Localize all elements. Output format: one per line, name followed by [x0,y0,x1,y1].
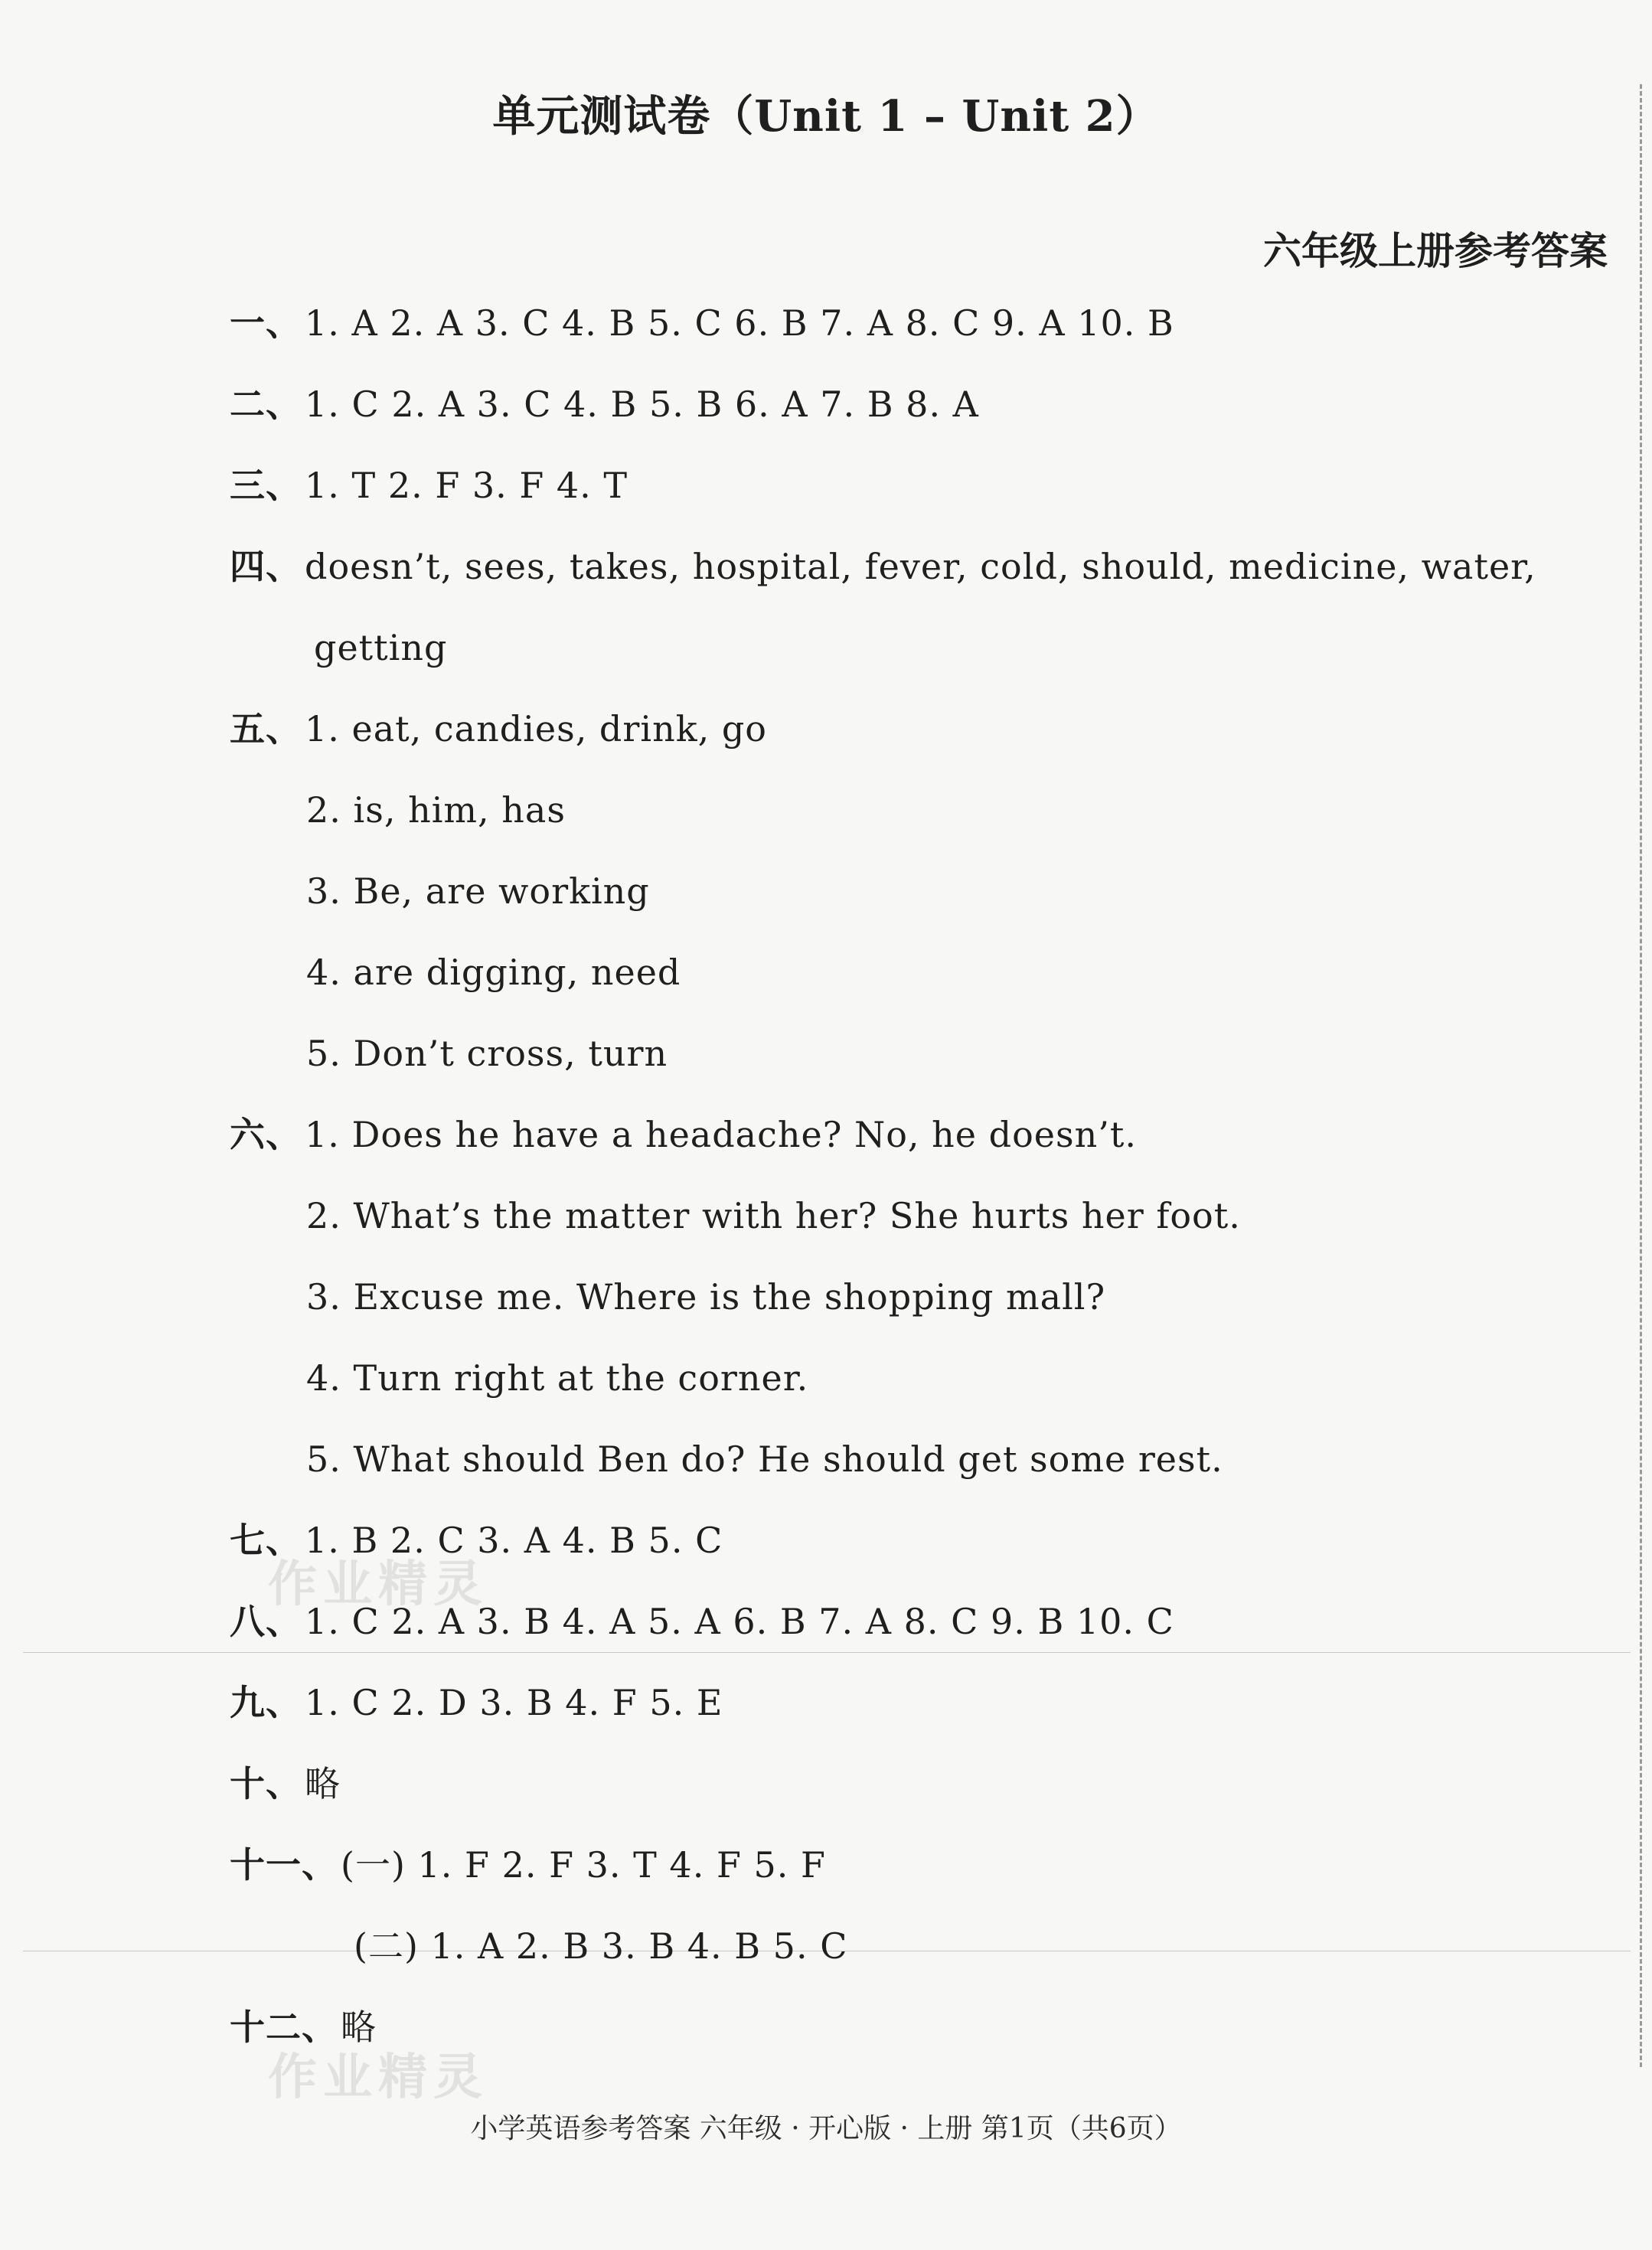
watermark-logo: 作业精灵 [268,1556,488,1613]
answer-line-6-2 [306,1193,1241,1239]
answer-line-11 [230,1842,826,1888]
answer-text: doesn’t, sees, takes, hospital, fever, cold, should, medicine, water, [305,546,1536,587]
answer-line-6-3 [306,1274,1105,1320]
section-number: 一、 [230,302,302,344]
answer-line-6 [230,1112,1137,1158]
answer-key-subtitle: 六年级上册参考答案 [1263,228,1608,273]
answer-line-4 [230,544,1536,589]
section-number: 十、 [230,1763,302,1804]
answer-line-5-3 [306,868,650,914]
answer-text: 略 [341,2007,377,2048]
answer-text: (二) 1. A 2. B 3. B 4. B 5. C [354,1925,848,1967]
answer-text: 4. Turn right at the corner. [306,1357,809,1399]
answer-line-3 [230,462,628,508]
right-dashed-rule [1640,84,1642,2067]
answer-text: 1. T 2. F 3. F 4. T [305,465,628,506]
section-number: 六、 [230,1114,302,1155]
section-number: 五、 [230,708,302,749]
answer-line-9 [230,1680,723,1726]
answer-line-6-4 [306,1355,808,1401]
section-number: 八、 [230,1601,302,1642]
answer-text: (一) 1. F 2. F 3. T 4. F 5. F [341,1844,826,1886]
answer-text: 略 [305,1763,341,1804]
answer-line-5-2 [306,787,566,833]
answer-line-4-cont [314,625,447,671]
answer-line-2 [230,381,979,427]
answer-text: 4. are digging, need [306,952,681,993]
answer-text: 5. What should Ben do? He should get some rest. [306,1438,1223,1480]
section-number: 二、 [230,384,302,425]
answer-line-1 [230,300,1174,346]
answer-text: 1. C 2. D 3. B 4. F 5. E [305,1682,723,1723]
answer-text: 3. Excuse me. Where is the shopping mall? [306,1276,1106,1318]
section-number: 四、 [230,546,302,587]
answer-text: 1. B 2. C 3. A 4. B 5. C [305,1520,723,1561]
answer-text: 1. C 2. A 3. B 4. A 5. A 6. B 7. A 8. C 9. B 10. C [305,1601,1174,1642]
answer-line-5 [230,706,767,752]
page-footer: 小学英语参考答案 六年级 · 开心版 · 上册 第1页（共6页） [470,2113,1182,2144]
answer-line-6-5 [306,1436,1223,1482]
answer-line-5-4 [306,949,681,995]
answer-text: 1. Does he have a headache? No, he doesn’t. [305,1114,1137,1155]
section-number: 十二、 [230,2007,338,2048]
page-title: 单元测试卷（Unit 1 – Unit 2） [492,91,1160,142]
section-number: 三、 [230,465,302,506]
answer-text: 1. C 2. A 3. C 4. B 5. B 6. A 7. B 8. A [305,384,979,425]
answer-text: 3. Be, are working [306,870,650,912]
scan-crease-line [23,1652,1631,1653]
answer-text: getting [314,627,448,668]
section-number: 十一、 [230,1844,338,1886]
answer-line-5-5 [306,1030,668,1076]
answer-line-11-2 [354,1923,847,1969]
answer-text: 1. eat, candies, drink, go [305,708,767,749]
answer-text: 1. A 2. A 3. C 4. B 5. C 6. B 7. A 8. C 9. A 10. B [305,302,1174,344]
answer-text: 5. Don’t cross, turn [306,1033,668,1074]
answer-line-10 [230,1761,341,1807]
answer-text: 2. is, him, has [306,789,566,831]
watermark-logo: 作业精灵 [268,2049,488,2106]
section-number: 九、 [230,1682,302,1723]
section-number: 七、 [230,1520,302,1561]
answer-text: 2. What’s the matter with her? She hurts her foot. [306,1195,1241,1236]
